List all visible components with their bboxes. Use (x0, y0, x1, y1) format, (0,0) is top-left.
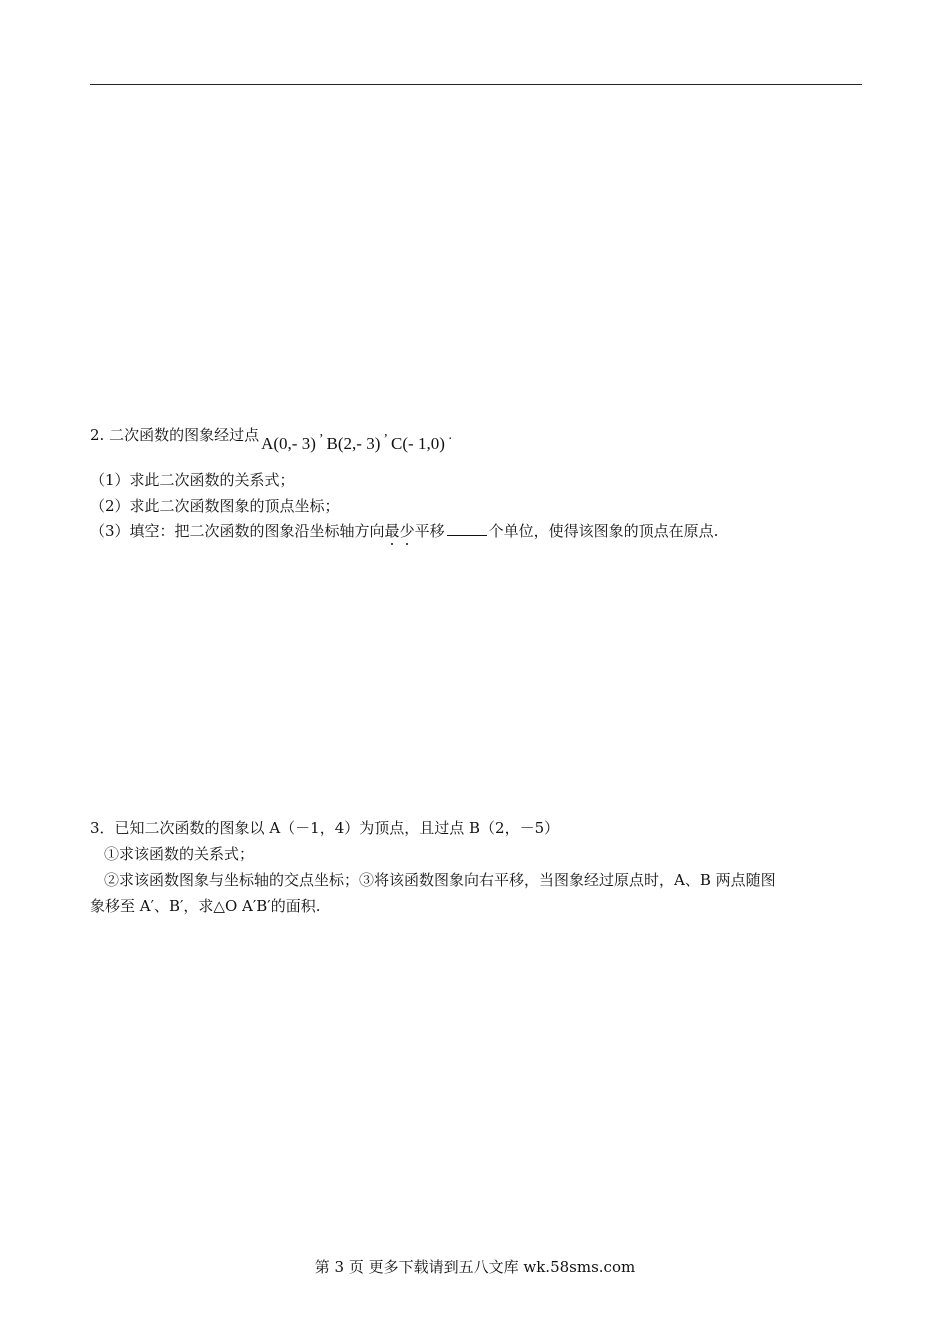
q2-stem: 2. 二次函数的图象经过点 (90, 426, 260, 444)
q2-separator: ’ (383, 432, 389, 447)
q2-sub2: （2）求此二次函数图象的顶点坐标； (90, 497, 340, 515)
q2-sub3-after: 个单位，使得该图象的顶点在原点. (488, 522, 719, 540)
q2-sub3-emphasis-1: 最 (384, 522, 400, 540)
q2-sub3-mid: 平移 (414, 522, 445, 540)
q2-point-c: C(- 1,0) (391, 434, 445, 453)
page-footer: 第 3 页 更多下载请到五八文库 wk.58sms.com (314, 1258, 636, 1276)
q2-points (261, 434, 455, 453)
q3-sub2: ②求该函数图象与坐标轴的交点坐标；③将该函数图象向右平移，当图象经过原点时，A、B 两点随图 (104, 871, 776, 889)
q2-stem-line (90, 425, 456, 453)
q3-sub1: ①求该函数的关系式； (104, 845, 255, 863)
q2-end-mark: · (447, 432, 453, 447)
q2-point-b: B(2,- 3) (326, 434, 381, 453)
q2-separator: ’ (318, 432, 324, 447)
q2-sub3 (90, 521, 718, 541)
q2-point-a: A(0,- 3) (261, 434, 316, 453)
q3-stem: 3．已知二次函数的图象以 A（－1，4）为顶点，且过点 B（2，－5） (90, 819, 560, 837)
header-rule (90, 84, 862, 85)
q2-answer-blank (447, 521, 487, 536)
q2-sub1: （1）求此二次函数的关系式； (90, 471, 295, 489)
q2-sub3-before: （3）填空：把二次函数的图象沿坐标轴方向 (90, 522, 385, 540)
q3-sub2-continued: 象移至 A′、B′，求△O A′B′的面积. (90, 897, 321, 915)
q2-sub3-emphasis-2: 少 (399, 522, 415, 540)
